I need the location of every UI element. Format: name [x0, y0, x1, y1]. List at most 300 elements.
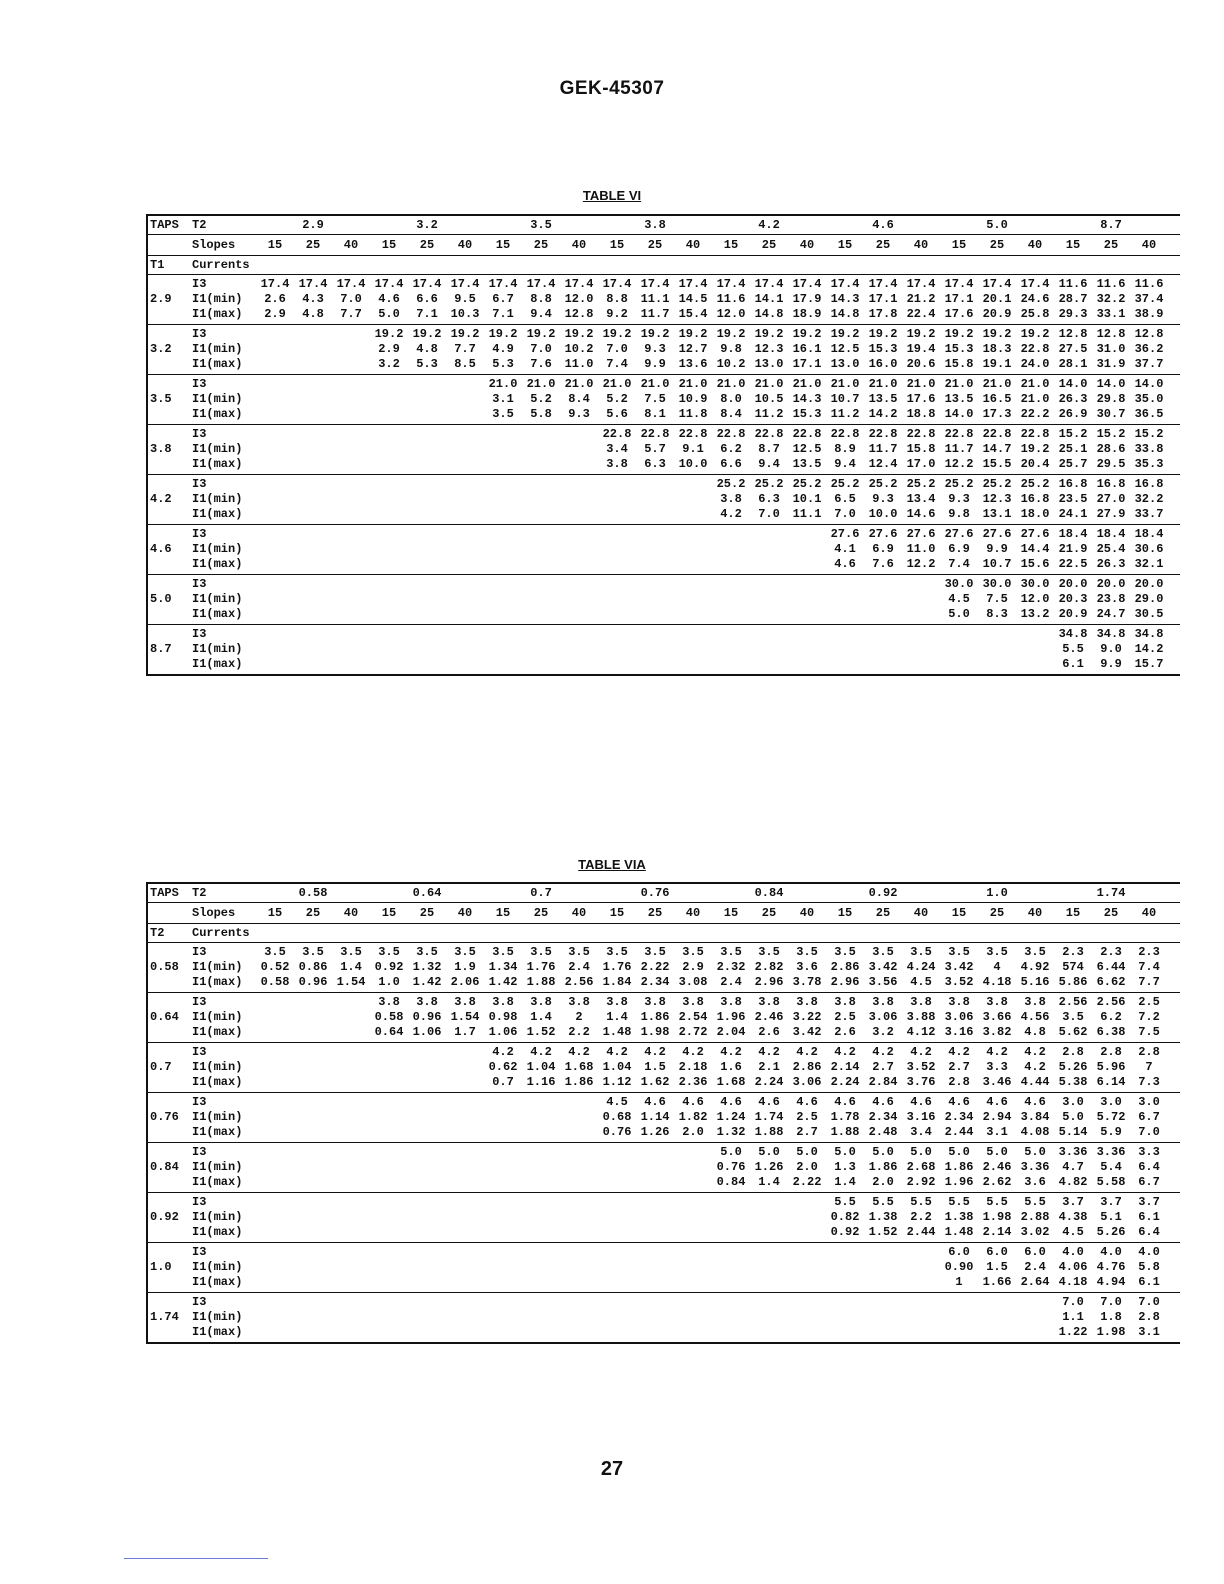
table-cell: 3.4 — [606, 442, 628, 456]
current-label: I1(max) — [192, 507, 243, 521]
table-cell: 3.06 — [944, 1010, 974, 1024]
table-cell: 13.5 — [944, 392, 974, 406]
table-cell: 2.96 — [754, 975, 784, 989]
tap-group — [148, 374, 1180, 424]
table-cell: 1.22 — [1058, 1325, 1088, 1339]
table-cell: 2.64 — [1020, 1275, 1050, 1289]
table-cell: 0.76 — [716, 1160, 746, 1174]
table-cell: 1.98 — [1096, 1325, 1126, 1339]
table-cell: 14.0 — [1058, 377, 1088, 391]
table-cell: 1.16 — [526, 1075, 556, 1089]
slope-value: 15 — [723, 905, 739, 920]
table-cell: 1.4 — [530, 1010, 552, 1024]
table-cell: 5.14 — [1058, 1125, 1088, 1139]
table-cell: 1.78 — [830, 1110, 860, 1124]
table-cell: 7.0 — [530, 342, 552, 356]
table-cell: 9.4 — [530, 307, 552, 321]
table-cell: 1.4 — [340, 960, 362, 974]
row-tap-value: 0.84 — [150, 1160, 179, 1174]
table-cell: 25.1 — [1058, 442, 1088, 456]
tap-group — [148, 1292, 1180, 1342]
table-cell: 17.4 — [298, 277, 328, 291]
slope-value: 40 — [1141, 905, 1157, 920]
table-cell: 10.1 — [792, 492, 822, 506]
table-cell: 5.0 — [986, 1145, 1008, 1159]
current-label: I1(max) — [192, 1125, 243, 1139]
current-label: I3 — [192, 277, 207, 291]
column-tap-value: 0.76 — [640, 885, 670, 900]
table-cell: 26.9 — [1058, 407, 1088, 421]
table-cell: 5.2 — [530, 392, 552, 406]
table-cell: 21.0 — [944, 377, 974, 391]
table-cell: 3.42 — [792, 1025, 822, 1039]
table-cell: 13.2 — [1020, 607, 1050, 621]
column-tap-value: 4.6 — [872, 217, 894, 232]
table-cell: 0.96 — [298, 975, 328, 989]
table-cell: 17.4 — [450, 277, 480, 291]
table-cell: 3.36 — [1096, 1145, 1126, 1159]
table-row — [148, 1175, 1180, 1190]
table-cell: 1.8 — [1100, 1310, 1122, 1324]
table-cell: 2.3 — [1138, 945, 1160, 959]
table-cell: 1.4 — [606, 1010, 628, 1024]
table-cell: 15.8 — [906, 442, 936, 456]
table-cell: 18.4 — [1134, 527, 1164, 541]
table-cell: 5.0 — [1062, 1110, 1084, 1124]
table-row — [148, 1160, 1180, 1175]
table-cell: 2.18 — [678, 1060, 708, 1074]
table-cell: 25.2 — [830, 477, 860, 491]
table-cell: 16.0 — [868, 357, 898, 371]
table-cell: 14.2 — [868, 407, 898, 421]
table-cell: 6.44 — [1096, 960, 1126, 974]
table-cell: 22.8 — [640, 427, 670, 441]
slope-value: 15 — [837, 905, 853, 920]
current-label: I1(min) — [192, 1210, 243, 1224]
slope-value: 25 — [761, 905, 777, 920]
table-cell: 0.96 — [412, 1010, 442, 1024]
slope-value: 25 — [875, 905, 891, 920]
table-cell: 3.8 — [378, 995, 400, 1009]
table-cell: 17.4 — [944, 277, 974, 291]
current-label: I3 — [192, 1145, 207, 1159]
table-cell: 2.44 — [906, 1225, 936, 1239]
slope-value: 15 — [267, 905, 283, 920]
table-cell: 1.98 — [640, 1025, 670, 1039]
table-cell: 9.4 — [834, 457, 856, 471]
table-cell: 8.5 — [454, 357, 476, 371]
slope-value: 40 — [457, 905, 473, 920]
table-cell: 2.56 — [1058, 995, 1088, 1009]
table-cell: 2.06 — [450, 975, 480, 989]
table-cell: 3.8 — [720, 492, 742, 506]
table-cell: 4.1 — [834, 542, 856, 556]
table-cell: 10.0 — [678, 457, 708, 471]
table-cell: 0.64 — [374, 1025, 404, 1039]
table-row — [148, 577, 1180, 592]
table-cell: 5.6 — [606, 407, 628, 421]
table-cell: 4.2 — [606, 1045, 628, 1059]
table-cell: 11.6 — [716, 292, 746, 306]
table-cell: 22.2 — [1020, 407, 1050, 421]
table-cell: 3.06 — [868, 1010, 898, 1024]
table-cell: 17.4 — [716, 277, 746, 291]
table-cell: 4.7 — [1062, 1160, 1084, 1174]
table-cell: 19.2 — [602, 327, 632, 341]
table-cell: 11.2 — [754, 407, 784, 421]
table-cell: 4.2 — [796, 1045, 818, 1059]
table-cell: 8.9 — [834, 442, 856, 456]
table-cell: 20.6 — [906, 357, 936, 371]
table-cell: 5.0 — [948, 1145, 970, 1159]
table-cell: 4.6 — [834, 557, 856, 571]
table-cell: 21.0 — [906, 377, 936, 391]
slope-value: 25 — [1103, 905, 1119, 920]
table-cell: 6.3 — [644, 457, 666, 471]
table-cell: 3.5 — [720, 945, 742, 959]
table-cell: 7.1 — [416, 307, 438, 321]
table-cell: 5.38 — [1058, 1075, 1088, 1089]
table-cell: 10.2 — [716, 357, 746, 371]
table-row — [148, 657, 1180, 672]
table-cell: 20.1 — [982, 292, 1012, 306]
table-cell: 1.54 — [450, 1010, 480, 1024]
table-cell: 3.16 — [906, 1110, 936, 1124]
tap-group — [148, 274, 1180, 324]
table-cell: 12.0 — [564, 292, 594, 306]
slope-value: 15 — [951, 237, 967, 252]
table-cell: 32.2 — [1096, 292, 1126, 306]
table-cell: 5.8 — [530, 407, 552, 421]
table-cell: 0.98 — [488, 1010, 518, 1024]
table-cell: 2.86 — [792, 1060, 822, 1074]
table-cell: 13.0 — [754, 357, 784, 371]
table-via — [146, 882, 1180, 1344]
table-cell: 23.8 — [1096, 592, 1126, 606]
slope-value: 15 — [723, 237, 739, 252]
table-cell: 3.8 — [644, 995, 666, 1009]
table-cell: 1.76 — [602, 960, 632, 974]
table-cell: 21.0 — [830, 377, 860, 391]
table-cell: 20.4 — [1020, 457, 1050, 471]
table-cell: 0.58 — [374, 1010, 404, 1024]
column-tap-value: 2.9 — [302, 217, 324, 232]
table-cell: 5.0 — [1024, 1145, 1046, 1159]
table-cell: 2.46 — [754, 1010, 784, 1024]
table-cell: 3.5 — [264, 945, 286, 959]
table-cell: 25.2 — [716, 477, 746, 491]
table-cell: 4.2 — [720, 507, 742, 521]
table-cell: 2.6 — [758, 1025, 780, 1039]
table-row — [148, 1245, 1180, 1260]
column-tap-value: 0.84 — [754, 885, 784, 900]
table-cell: 8.1 — [644, 407, 666, 421]
table-cell: 22.8 — [982, 427, 1012, 441]
table-cell: 17.1 — [792, 357, 822, 371]
table-cell: 14.7 — [982, 442, 1012, 456]
table-cell: 21.0 — [602, 377, 632, 391]
table-row — [148, 1260, 1180, 1275]
table-cell: 6.38 — [1096, 1025, 1126, 1039]
current-label: I1(min) — [192, 1060, 243, 1074]
table-cell: 4.2 — [568, 1045, 590, 1059]
table-cell: 1.6 — [720, 1060, 742, 1074]
tap-group — [148, 1042, 1180, 1092]
row-tap-value: 4.2 — [150, 492, 172, 506]
table-cell: 29.3 — [1058, 307, 1088, 321]
table-cell: 4.2 — [682, 1045, 704, 1059]
table-cell: 0.92 — [830, 1225, 860, 1239]
table-cell: 33.7 — [1134, 507, 1164, 521]
table-cell: 4.5 — [606, 1095, 628, 1109]
current-label: I1(min) — [192, 1310, 243, 1324]
table-cell: 21.0 — [488, 377, 518, 391]
table-cell: 3.8 — [606, 995, 628, 1009]
table-cell: 3.16 — [944, 1025, 974, 1039]
table-vi — [146, 214, 1180, 676]
table-cell: 2.6 — [834, 1025, 856, 1039]
table-cell: 22.8 — [944, 427, 974, 441]
tap-group — [148, 524, 1180, 574]
table-cell: 10.5 — [754, 392, 784, 406]
table-cell: 20.0 — [1058, 577, 1088, 591]
table-cell: 14.1 — [754, 292, 784, 306]
table-cell: 25.4 — [1096, 542, 1126, 556]
table-cell: 10.2 — [564, 342, 594, 356]
table-row — [148, 507, 1180, 522]
table-cell: 3.8 — [796, 995, 818, 1009]
table-cell: 1.38 — [944, 1210, 974, 1224]
slope-value: 25 — [533, 905, 549, 920]
table-cell: 1.26 — [754, 1160, 784, 1174]
table-cell: 3.2 — [872, 1025, 894, 1039]
table-cell: 2.9 — [682, 960, 704, 974]
table-cell: 5.4 — [1100, 1160, 1122, 1174]
table-cell: 2.9 — [264, 307, 286, 321]
row-tap-value: 0.7 — [150, 1060, 172, 1074]
table-cell: 2.5 — [834, 1010, 856, 1024]
table-cell: 8.7 — [758, 442, 780, 456]
table-cell: 3.36 — [1020, 1160, 1050, 1174]
table-cell: 2.9 — [378, 342, 400, 356]
table-cell: 2.4 — [568, 960, 590, 974]
table-cell: 17.4 — [488, 277, 518, 291]
table-cell: 1.04 — [602, 1060, 632, 1074]
table-cell: 4.56 — [1020, 1010, 1050, 1024]
slope-value: 15 — [609, 905, 625, 920]
table-cell: 11.7 — [640, 307, 670, 321]
taps-header-row — [148, 884, 1180, 903]
table-cell: 0.62 — [488, 1060, 518, 1074]
slope-value: 25 — [419, 905, 435, 920]
table-cell: 3.66 — [982, 1010, 1012, 1024]
slope-value: 25 — [1103, 237, 1119, 252]
table-cell: 2.86 — [830, 960, 860, 974]
table-cell: 1.06 — [412, 1025, 442, 1039]
table-cell: 19.2 — [412, 327, 442, 341]
current-label: I3 — [192, 427, 207, 441]
table-cell: 16.1 — [792, 342, 822, 356]
table-cell: 4.94 — [1096, 1275, 1126, 1289]
table-cell: 13.6 — [678, 357, 708, 371]
table-row — [148, 392, 1180, 407]
table-cell: 14.8 — [754, 307, 784, 321]
table-cell: 8.4 — [568, 392, 590, 406]
table-cell: 13.5 — [868, 392, 898, 406]
slope-value: 40 — [685, 905, 701, 920]
table-cell: 4.92 — [1020, 960, 1050, 974]
table-row — [148, 1195, 1180, 1210]
current-label: I1(max) — [192, 1275, 243, 1289]
table-cell: 27.6 — [1020, 527, 1050, 541]
tap-group — [148, 1142, 1180, 1192]
table-cell: 1.96 — [716, 1010, 746, 1024]
table-row — [148, 1275, 1180, 1290]
table-cell: 2.14 — [830, 1060, 860, 1074]
current-label: I1(max) — [192, 607, 243, 621]
taps-label: TAPS — [150, 217, 179, 232]
table-cell: 3.8 — [1024, 995, 1046, 1009]
table-cell: 5.7 — [644, 442, 666, 456]
table-cell: 2.3 — [1100, 945, 1122, 959]
table-cell: 19.2 — [564, 327, 594, 341]
table-row — [148, 442, 1180, 457]
table-row — [148, 627, 1180, 642]
table-cell: 12.5 — [830, 342, 860, 356]
current-label: I1(min) — [192, 442, 243, 456]
current-label: I1(max) — [192, 557, 243, 571]
table-row — [148, 1145, 1180, 1160]
table-cell: 5.16 — [1020, 975, 1050, 989]
table-cell: 4.2 — [910, 1045, 932, 1059]
table-cell: 19.2 — [792, 327, 822, 341]
table-cell: 19.2 — [868, 327, 898, 341]
table-cell: 2.4 — [1024, 1260, 1046, 1274]
table-cell: 32.1 — [1134, 557, 1164, 571]
table-cell: 3.76 — [906, 1075, 936, 1089]
table-cell: 3.56 — [868, 975, 898, 989]
table-cell: 1.42 — [488, 975, 518, 989]
slope-value: 40 — [799, 237, 815, 252]
table-cell: 3.8 — [986, 995, 1008, 1009]
table-cell: 1.84 — [602, 975, 632, 989]
table-cell: 4.2 — [872, 1045, 894, 1059]
table-row — [148, 377, 1180, 392]
current-label: I1(min) — [192, 1010, 243, 1024]
table-cell: 7.5 — [1138, 1025, 1160, 1039]
table-cell: 22.8 — [716, 427, 746, 441]
current-label: I1(max) — [192, 407, 243, 421]
table-cell: 15.3 — [868, 342, 898, 356]
table-cell: 3.8 — [720, 995, 742, 1009]
table-cell: 5.9 — [1100, 1125, 1122, 1139]
table-cell: 17.4 — [906, 277, 936, 291]
slope-value: 40 — [457, 237, 473, 252]
table-cell: 25.2 — [906, 477, 936, 491]
table-cell: 9.8 — [720, 342, 742, 356]
table-cell: 7.5 — [644, 392, 666, 406]
table-cell: 12.7 — [678, 342, 708, 356]
current-label: I3 — [192, 1295, 207, 1309]
table-cell: 5.3 — [492, 357, 514, 371]
table-cell: 3.08 — [678, 975, 708, 989]
table-cell: 19.4 — [906, 342, 936, 356]
table-cell: 1.86 — [868, 1160, 898, 1174]
table-cell: 21.0 — [526, 377, 556, 391]
table-cell: 22.4 — [906, 307, 936, 321]
table-cell: 6.4 — [1138, 1160, 1160, 1174]
table-row — [148, 407, 1180, 422]
table-row — [148, 527, 1180, 542]
table-cell: 29.8 — [1096, 392, 1126, 406]
current-label: I3 — [192, 1245, 207, 1259]
table-cell: 24.1 — [1058, 507, 1088, 521]
table-cell: 5.26 — [1058, 1060, 1088, 1074]
table-cell: 5.5 — [1024, 1195, 1046, 1209]
table-cell: 2.68 — [906, 1160, 936, 1174]
row-tap-value: 3.8 — [150, 442, 172, 456]
current-label: I1(min) — [192, 1160, 243, 1174]
column-tap-value: 0.92 — [868, 885, 898, 900]
table-cell: 13.0 — [830, 357, 860, 371]
tap-group — [148, 992, 1180, 1042]
current-label: I1(max) — [192, 457, 243, 471]
slope-value: 25 — [761, 237, 777, 252]
table-cell: 2.5 — [1138, 995, 1160, 1009]
table-cell: 11.6 — [1134, 277, 1164, 291]
table-cell: 15.5 — [982, 457, 1012, 471]
table-cell: 17.4 — [602, 277, 632, 291]
table-cell: 21.0 — [716, 377, 746, 391]
table-cell: 4.18 — [982, 975, 1012, 989]
table-cell: 7.4 — [1138, 960, 1160, 974]
table-cell: 6.7 — [492, 292, 514, 306]
slope-value: 25 — [305, 237, 321, 252]
table-cell: 2.6 — [264, 292, 286, 306]
table-cell: 18.8 — [906, 407, 936, 421]
table-cell: 4.2 — [948, 1045, 970, 1059]
table-cell: 14.4 — [1020, 542, 1050, 556]
slope-value: 15 — [495, 237, 511, 252]
table-cell: 1.62 — [640, 1075, 670, 1089]
table-cell: 2.56 — [564, 975, 594, 989]
table-cell: 3.2 — [378, 357, 400, 371]
table-cell: 6.9 — [872, 542, 894, 556]
table-cell: 6.62 — [1096, 975, 1126, 989]
table-vi-title: TABLE VI — [582, 188, 642, 203]
table-cell: 2.82 — [754, 960, 784, 974]
table-cell: 6.5 — [834, 492, 856, 506]
table-cell: 5.0 — [834, 1145, 856, 1159]
table-row — [148, 1010, 1180, 1025]
table-cell: 25.7 — [1058, 457, 1088, 471]
table-cell: 574 — [1062, 960, 1084, 974]
table-cell: 4.12 — [906, 1025, 936, 1039]
table-cell: 19.2 — [526, 327, 556, 341]
table-cell: 6.1 — [1138, 1210, 1160, 1224]
table-cell: 25.8 — [1020, 307, 1050, 321]
table-cell: 2.54 — [678, 1010, 708, 1024]
table-cell: 10.7 — [982, 557, 1012, 571]
table-cell: 3.42 — [944, 960, 974, 974]
table-cell: 16.8 — [1096, 477, 1126, 491]
table-cell: 17.4 — [374, 277, 404, 291]
table-cell: 1.32 — [716, 1125, 746, 1139]
table-row — [148, 1310, 1180, 1325]
slope-value: 40 — [1027, 237, 1043, 252]
column-tap-value: 3.8 — [644, 217, 666, 232]
table-cell: 27.6 — [906, 527, 936, 541]
